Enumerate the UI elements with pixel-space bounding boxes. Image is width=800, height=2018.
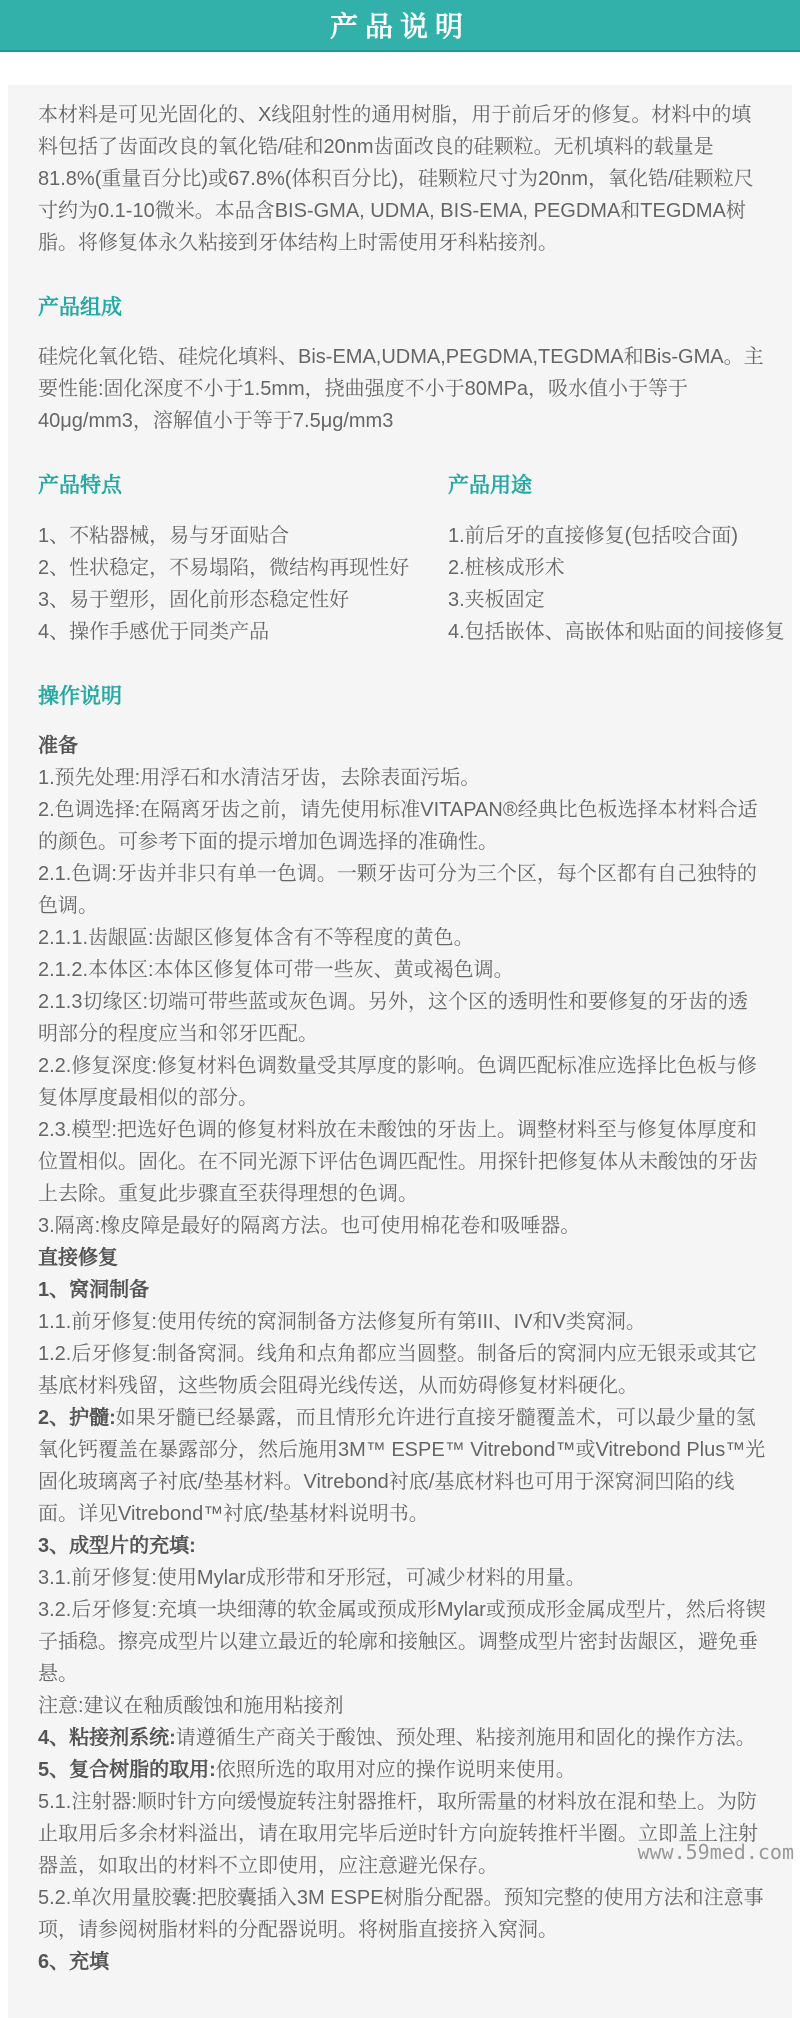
op-block-text: 3.2.后牙修复:充填一块细薄的软金属或预成形Mylar或预成形金属成型片，然后将锲子插稳。擦亮成型片以建立最近的轮廓和接触区。调整成型片密封齿龈区，避免垂悬。 <box>38 1599 766 1686</box>
uses-column <box>448 437 790 647</box>
op-block <box>38 1210 766 1242</box>
op-block <box>38 730 766 762</box>
op-block-text: 2.3.模型:把选好色调的修复材料放在未酸蚀的牙齿上。调整材料至与修复体厚度和位置相似。固化。在不同光源下评估色调匹配性。用探针把修复体从未酸蚀的牙齿上去除。重复此步骤直至获得理想的色调。 <box>38 1119 758 1206</box>
op-block <box>38 1594 766 1690</box>
op-block-text: 1.2.后牙修复:制备窝洞。线角和点角都应当圆整。制备后的窝洞内应无银汞或其它基底材料残留，这些物质会阻碍光线传送，从而妨碍修复材料硬化。 <box>38 1343 757 1398</box>
content-card <box>8 85 792 2018</box>
op-block-lead: 准备 <box>38 735 78 758</box>
op-block <box>38 794 766 858</box>
section-heading-operation: 操作说明 <box>38 684 122 708</box>
op-block-text: 1.1.前牙修复:使用传统的窝洞制备方法修复所有第III、IV和V类窝洞。 <box>38 1311 646 1334</box>
op-block-text: 2.1.3切缘区:切端可带些蓝或灰色调。另外，这个区的透明性和要修复的牙齿的透明部分的程度应当和邻牙匹配。 <box>38 991 749 1046</box>
op-block-lead: 直接修复 <box>38 1247 118 1270</box>
op-block <box>38 986 766 1050</box>
use-item: 3.夹板固定 <box>448 588 545 611</box>
intro-paragraph: 本材料是可见光固化的、X线阻射性的通用树脂，用于前后牙的修复。材料中的填料包括了齿面改良的氧化锆/硅和20nm齿面改良的硅颗粒。无机填料的载量是81.8%(重量百分比)或67.8%(体积百分比)，硅颗粒尺寸为20nm，氧化锆/硅颗粒尺寸约为0.1-10微米。本品含BIS-GMA, UDMA, BIS-EMA, PEGDMA和TEGDMA树脂。将修复体永久粘接到牙体结构上时需使用牙科粘接剂。 <box>38 104 754 254</box>
op-block-text: 依照所选的取用对应的操作说明来使用。 <box>215 1759 576 1782</box>
section-heading-composition: 产品组成 <box>38 296 122 319</box>
op-block-text: 2.2.修复深度:修复材料色调数量受其厚度的影响。色调匹配标准应选择比色板与修复体厚度最相似的部分。 <box>38 1055 757 1110</box>
feature-item: 3、易于塑形，固化前形态稳定性好 <box>38 588 350 611</box>
op-block-lead: 3、成型片的充填: <box>38 1535 196 1558</box>
op-block <box>38 1562 766 1594</box>
section-heading-uses: 产品用途 <box>448 474 532 498</box>
feature-item: 1、不粘器械，易与牙面贴合 <box>38 524 290 547</box>
op-block-text: 如果牙髓已经暴露，而且情形允许进行直接牙髓覆盖术，可以最少量的氢氧化钙覆盖在暴露部分，然后施用3M™ ESPE™ Vitrebond™或Vitrebond Plus™光固化玻璃离子衬底/垫基材料。Vitrebond衬底/基底材料也可用于深窝洞凹陷的线面。详见Vitrebond™衬底/垫基材料说明书。 <box>38 1407 766 1526</box>
op-block <box>38 954 766 986</box>
op-block-text: 请遵循生产商关于酸蚀、预处理、粘接剂施用和固化的操作方法。 <box>175 1727 756 1750</box>
op-block <box>38 1274 766 1306</box>
op-block <box>38 922 766 954</box>
op-block <box>38 1050 766 1114</box>
use-item: 4.包括嵌体、高嵌体和贴面的间接修复 <box>448 620 785 643</box>
features-column <box>38 437 448 647</box>
op-block-text: 1.预先处理:用浮石和水清洁牙齿，去除表面污垢。 <box>38 767 481 790</box>
op-block-text: 注意:建议在釉质酸蚀和施用粘接剂 <box>38 1695 344 1718</box>
op-block <box>38 1754 766 1786</box>
op-block-text: 2.1.色调:牙齿并非只有单一色调。一颗牙齿可分为三个区，每个区都有自己独特的色调。 <box>38 863 757 918</box>
op-block-text: 3.隔离:橡皮障是最好的隔离方法。也可使用棉花卷和吸唾器。 <box>38 1215 581 1238</box>
op-block <box>38 1530 766 1562</box>
watermark-text: www.59med.com <box>637 1840 794 1864</box>
op-block-text: 2.1.1.齿龈區:齿龈区修复体含有不等程度的黄色。 <box>38 927 474 950</box>
page-title: 产品说明 <box>329 11 470 42</box>
op-block <box>38 1402 766 1530</box>
op-block <box>38 1306 766 1338</box>
features-uses-row <box>38 437 790 647</box>
op-block <box>38 858 766 922</box>
op-block-text: 3.1.前牙修复:使用Mylar成形带和牙形冠，可减少材料的用量。 <box>38 1567 586 1590</box>
op-block-lead: 5、复合树脂的取用: <box>38 1759 216 1782</box>
op-block <box>38 1946 766 1978</box>
feature-item: 4、操作手感优于同类产品 <box>38 620 270 643</box>
op-block-text: 5.1.注射器:顺时针方向缓慢旋转注射器推杆，取所需量的材料放在混和垫上。为防止取用后多余材料溢出，请在取用完毕后逆时针方向旋转推杆半圈。立即盖上注射器盖，如取出的材料不立即使用，应注意避光保存。 <box>38 1791 758 1878</box>
op-block-lead: 1、窝洞制备 <box>38 1279 150 1302</box>
op-block <box>38 1690 766 1722</box>
section-heading-features: 产品特点 <box>38 474 122 498</box>
op-block <box>38 1786 766 1882</box>
op-block-text: 2.色调选择:在隔离牙齿之前，请先使用标准VITAPAN®经典比色板选择本材料合适的颜色。可参考下面的提示增加色调选择的准确性。 <box>38 799 758 854</box>
op-block <box>38 1242 766 1274</box>
use-item: 2.桩核成形术 <box>448 556 565 579</box>
use-item: 1.前后牙的直接修复(包括咬合面) <box>448 524 738 547</box>
op-block-lead: 6、充填 <box>38 1951 110 1974</box>
op-block-text: 2.1.2.本体区:本体区修复体可带一些灰、黄或褐色调。 <box>38 959 514 982</box>
op-block <box>38 1722 766 1754</box>
op-block-lead: 2、护髓: <box>38 1407 116 1430</box>
op-block <box>38 1114 766 1210</box>
op-block <box>38 762 766 794</box>
op-block-text: 5.2.单次用量胶囊:把胶囊插入3M ESPE树脂分配器。预知完整的使用方法和注意事项，请参阅树脂材料的分配器说明。将树脂直接挤入窝洞。 <box>38 1887 764 1942</box>
op-block-lead: 4、粘接剂系统: <box>38 1727 176 1750</box>
feature-item: 2、性状稳定，不易塌陷，微结构再现性好 <box>38 556 410 579</box>
header-bar <box>0 0 800 52</box>
op-block <box>38 1338 766 1402</box>
composition-text: 硅烷化氧化锆、硅烷化填料、Bis-EMA,UDMA,PEGDMA,TEGDMA和Bis-GMA。主要性能:固化深度不小于1.5mm，挠曲强度不小于80MPa，吸水值小于等于40μg/mm3，溶解值小于等于7.5μg/mm3 <box>38 346 764 433</box>
op-block <box>38 1882 766 1946</box>
